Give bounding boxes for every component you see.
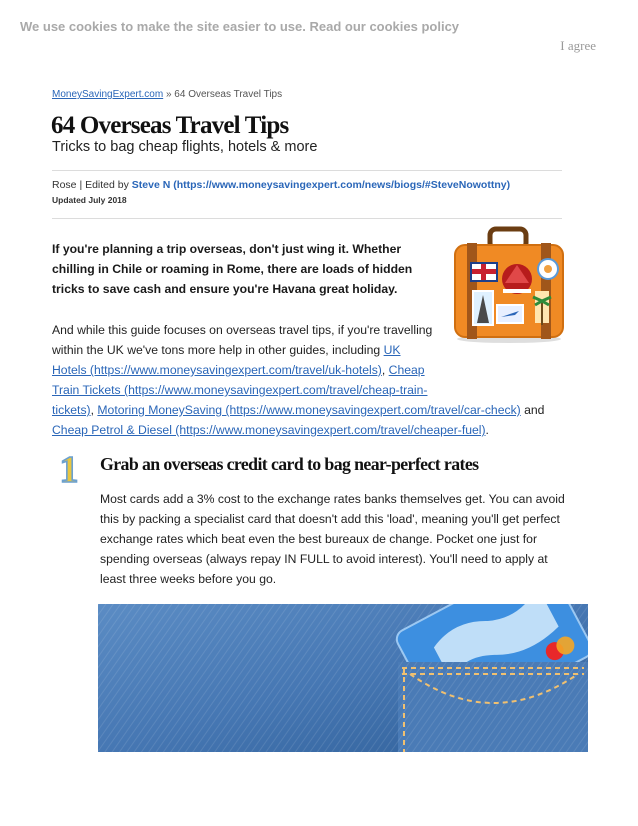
intro-lead-line: If you're planning a trip overseas, don't just wing it. Whether <box>52 242 402 256</box>
cheap-petrol-diesel-link[interactable]: Cheap Petrol & Diesel (https://www.moneysavingexpert.com/travel/cheaper-fuel) <box>52 423 486 437</box>
intro-body-line <box>52 380 552 400</box>
breadcrumb-current: 64 Overseas Travel Tips <box>174 89 283 100</box>
cookie-agree-button[interactable]: I agree <box>560 38 596 53</box>
intro-lead-line: chilling in Chile or roaming in Rome, there are loads of hidden <box>52 262 413 276</box>
cheap-train-tickets-link-cont[interactable]: Train Tickets (https://www.moneysavingexpert.com/travel/cheap-train- <box>52 383 428 397</box>
divider <box>52 218 562 219</box>
page-title: 64 Overseas Travel Tips <box>51 112 289 139</box>
cookie-bar <box>0 0 638 62</box>
breadcrumb-home-link[interactable]: MoneySavingExpert.com <box>52 89 164 100</box>
cheap-train-tickets-link[interactable]: Cheap <box>388 363 425 377</box>
updated-date: Updated July 2018 <box>52 195 127 205</box>
intro-lead-line: tricks to save cash and ensure you're Havana great holiday. <box>52 282 398 296</box>
tip-body-line: least three weeks before you go. <box>100 572 277 586</box>
intro-body-line <box>52 360 552 380</box>
intro-body-line <box>52 420 552 440</box>
page-subtitle: Tricks to bag cheap flights, hotels & more <box>52 139 318 155</box>
full-stop: . <box>485 423 489 437</box>
tip-body-line: this by packing a specialist card that doesn't add this 'load', meaning you'll get perfect <box>100 512 560 526</box>
denim-pocket-credit-card-image <box>98 604 588 752</box>
comma: , <box>90 403 94 417</box>
cookie-message[interactable]: We use cookies to make the site easier to use. Read our cookies policy <box>20 19 460 34</box>
tip-heading: Grab an overseas credit card to bag near-perfect rates <box>100 454 479 474</box>
author-name: Rose <box>52 179 77 191</box>
tip-body-line: Most cards add a 3% cost to the exchange rates banks themselves get. You can avoid <box>100 492 565 506</box>
uk-hotels-link-cont[interactable]: Hotels (https://www.moneysavingexpert.com/travel/uk-hotels) <box>52 363 382 377</box>
uk-hotels-link[interactable]: UK <box>383 343 401 357</box>
tip-body-line: spending overseas (always repay IN FULL to avoid interest). You'll need to apply at <box>100 552 548 566</box>
intro-lead <box>52 239 432 299</box>
tip-body <box>100 489 580 589</box>
breadcrumb-separator: » <box>165 89 172 100</box>
intro-body-line <box>52 340 552 360</box>
intro-body-text: within the UK we've tons more help in other guides, including <box>52 343 381 357</box>
divider <box>52 170 562 171</box>
number-one-badge-icon <box>49 449 89 489</box>
tip-body-line: exchange rates which beat even the best bureaux de change. Pocket one just for <box>100 532 538 546</box>
tip-number: 1 <box>59 449 79 489</box>
breadcrumb <box>52 89 282 100</box>
intro-body-line <box>52 400 552 420</box>
cheap-train-tickets-link-end[interactable]: tickets) <box>52 403 91 417</box>
comma: , <box>381 363 386 377</box>
motoring-moneysaving-link[interactable]: Motoring MoneySaving (https://www.moneysavingexpert.com/travel/car-check) <box>97 403 521 417</box>
intro-body <box>52 320 552 440</box>
and-word: and <box>524 403 545 417</box>
byline <box>52 179 510 191</box>
edited-by-label: | Edited by <box>79 179 129 191</box>
editor-link[interactable]: Steve N (https://www.moneysavingexpert.com/news/biogs/#SteveNowottny) <box>131 179 511 191</box>
intro-body-line: And while this guide focuses on overseas travel tips, if you're travelling <box>52 323 433 337</box>
